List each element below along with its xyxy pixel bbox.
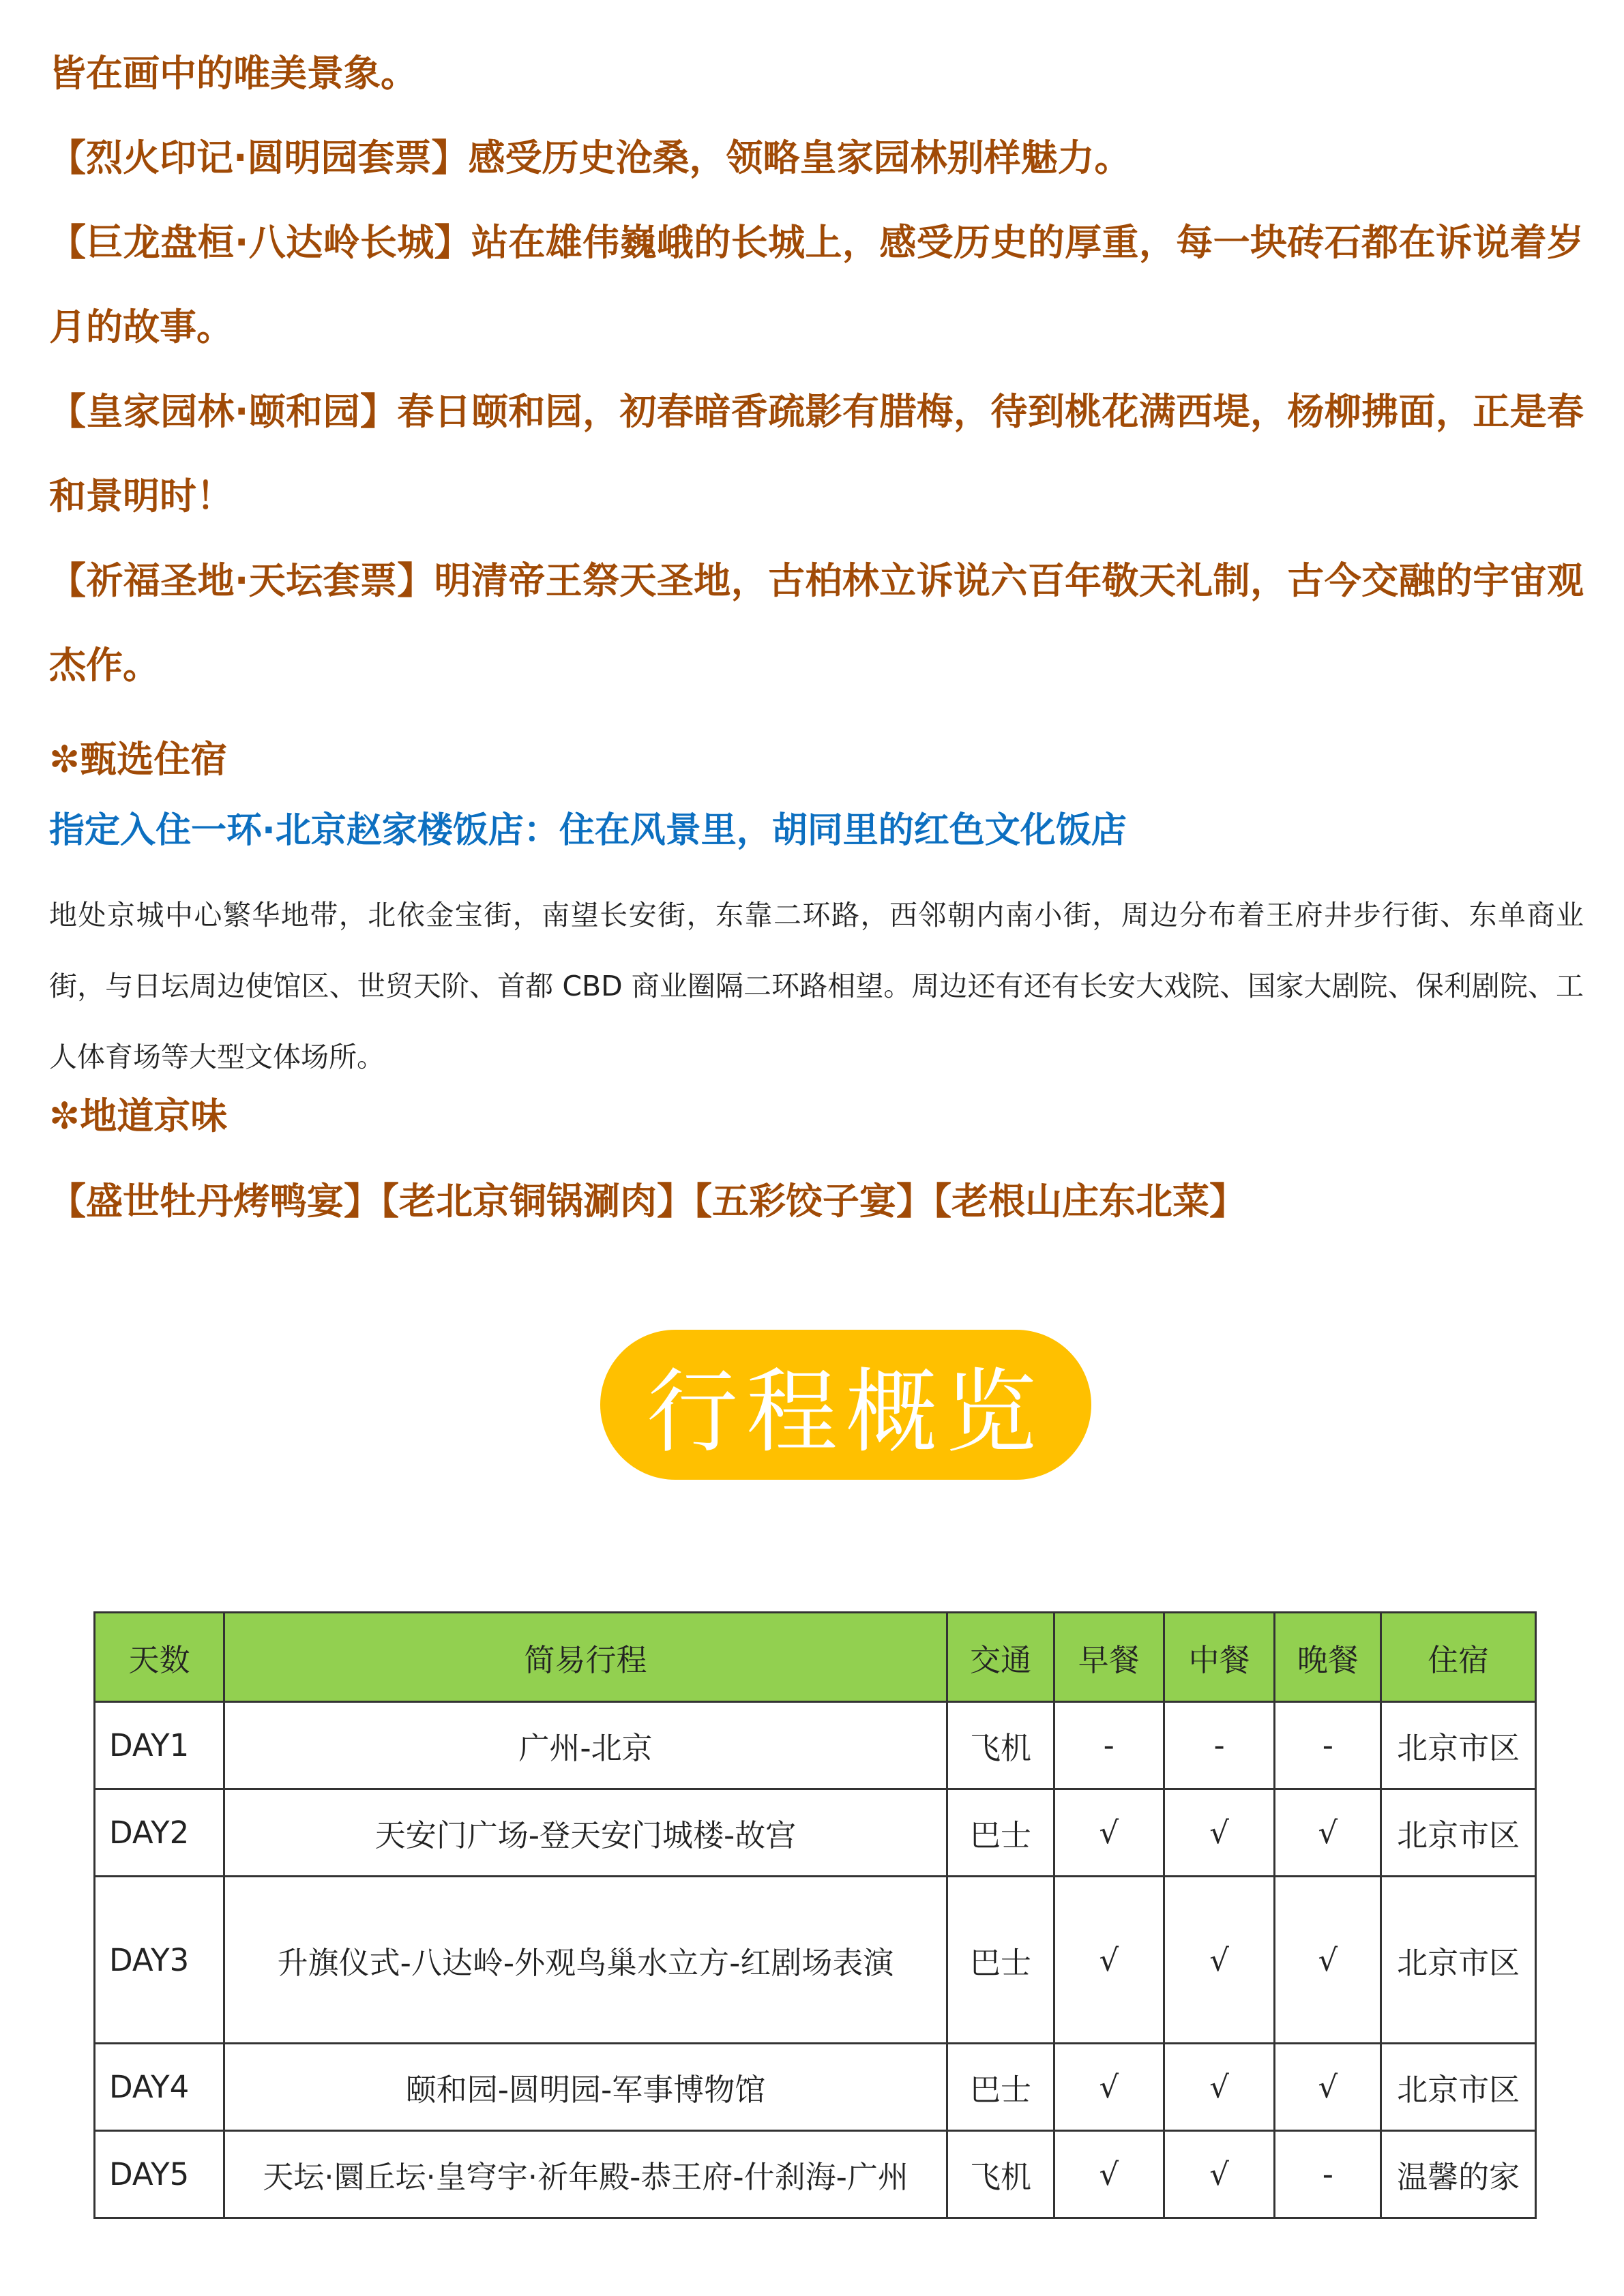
attraction-temple-of-heaven: 【祈福圣地·天坛套票】明清帝王祭天圣地，古柏林立诉说六百年敬天礼制，古今交融的宇宙观杰作。 [49,559,1584,687]
header-breakfast: 早餐 [1054,1613,1164,1702]
table-row [95,1877,1536,2044]
cell-dinner: √ [1275,1877,1381,2044]
table-header-row [95,1613,1536,1702]
table-row [95,2044,1536,2131]
cell-transport: 飞机 [947,1702,1054,1789]
attraction-badaling: 【巨龙盘桓·八达岭长城】站在雄伟巍峨的长城上，感受历史的厚重，每一块砖石都在诉说着岁月的故事。 [49,221,1584,348]
table-row [95,1702,1536,1789]
header-itinerary: 简易行程 [224,1613,947,1702]
food-items: 【盛世牡丹烤鸭宴】【老北京铜锅涮肉】【五彩饺子宴】【老根山庄东北菜】 [49,1180,1246,1223]
hotel-name: 指定入住一环·北京赵家楼饭店：住在风景里，胡同里的红色文化饭店 [49,810,1127,851]
cell-lunch: √ [1164,2044,1275,2131]
cell-transport: 飞机 [947,2131,1054,2218]
cell-lodging: 北京市区 [1381,1789,1536,1877]
cell-lunch: √ [1164,1789,1275,1877]
cell-lodging: 北京市区 [1381,1877,1536,2044]
itinerary-table [93,1611,1537,2219]
cell-itinerary: 广州-北京 [224,1702,947,1789]
cell-itinerary: 天安门广场-登天安门城楼-故宫 [224,1789,947,1877]
table-row [95,1789,1536,1877]
hotel-description: 地处京城中心繁华地带，北依金宝街，南望长安街，东靠二环路，西邻朝内南小街，周边分布着王府井步行街、东单商业街，与日坛周边使馆区、世贸天阶、首都 CBD 商业圈隔二环路相望。周边还有还有长安大戏院、国家大剧院、保利剧院、工人体育场等大型文体场所。 [49,899,1584,1073]
cell-dinner: √ [1275,2044,1381,2131]
intro-line: 皆在画中的唯美景象。 [49,52,417,95]
cell-breakfast: √ [1054,2044,1164,2131]
table-row [95,2131,1536,2218]
cell-dinner: √ [1275,1789,1381,1877]
cell-day: DAY3 [95,1877,224,2044]
cell-transport: 巴士 [947,1789,1054,1877]
cell-itinerary: 升旗仪式-八达岭-外观鸟巢水立方-红剧场表演 [224,1877,947,2044]
header-transport: 交通 [947,1613,1054,1702]
food-heading: ✼地道京味 [49,1094,228,1137]
cell-lunch: - [1164,1702,1275,1789]
attraction-summer-palace: 【皇家园林·颐和园】春日颐和园，初春暗香疏影有腊梅，待到桃花满西堤，杨柳拂面，正是春和景明时！ [49,390,1584,518]
cell-lodging: 北京市区 [1381,2044,1536,2131]
header-dinner: 晚餐 [1275,1613,1381,1702]
cell-breakfast: √ [1054,1877,1164,2044]
hotel-heading: ✼甄选住宿 [49,738,228,781]
header-lodging: 住宿 [1381,1613,1536,1702]
cell-lunch: √ [1164,2131,1275,2218]
cell-breakfast: √ [1054,2131,1164,2218]
cell-day: DAY4 [95,2044,224,2131]
overview-title: 行程概览 [600,1330,1091,1480]
cell-dinner: - [1275,1702,1381,1789]
cell-itinerary: 天坛·圜丘坛·皇穹宇·祈年殿-恭王府-什刹海-广州 [224,2131,947,2218]
cell-dinner: - [1275,2131,1381,2218]
cell-day: DAY2 [95,1789,224,1877]
cell-transport: 巴士 [947,2044,1054,2131]
header-lunch: 中餐 [1164,1613,1275,1702]
cell-lodging: 温馨的家 [1381,2131,1536,2218]
cell-lodging: 北京市区 [1381,1702,1536,1789]
attraction-yuanmingyuan: 【烈火印记·圆明园套票】感受历史沧桑，领略皇家园林别样魅力。 [49,136,1132,179]
cell-itinerary: 颐和园-圆明园-军事博物馆 [224,2044,947,2131]
cell-lunch: √ [1164,1877,1275,2044]
cell-transport: 巴士 [947,1877,1054,2044]
cell-breakfast: - [1054,1702,1164,1789]
header-day: 天数 [95,1613,224,1702]
cell-breakfast: √ [1054,1789,1164,1877]
cell-day: DAY1 [95,1702,224,1789]
cell-day: DAY5 [95,2131,224,2218]
